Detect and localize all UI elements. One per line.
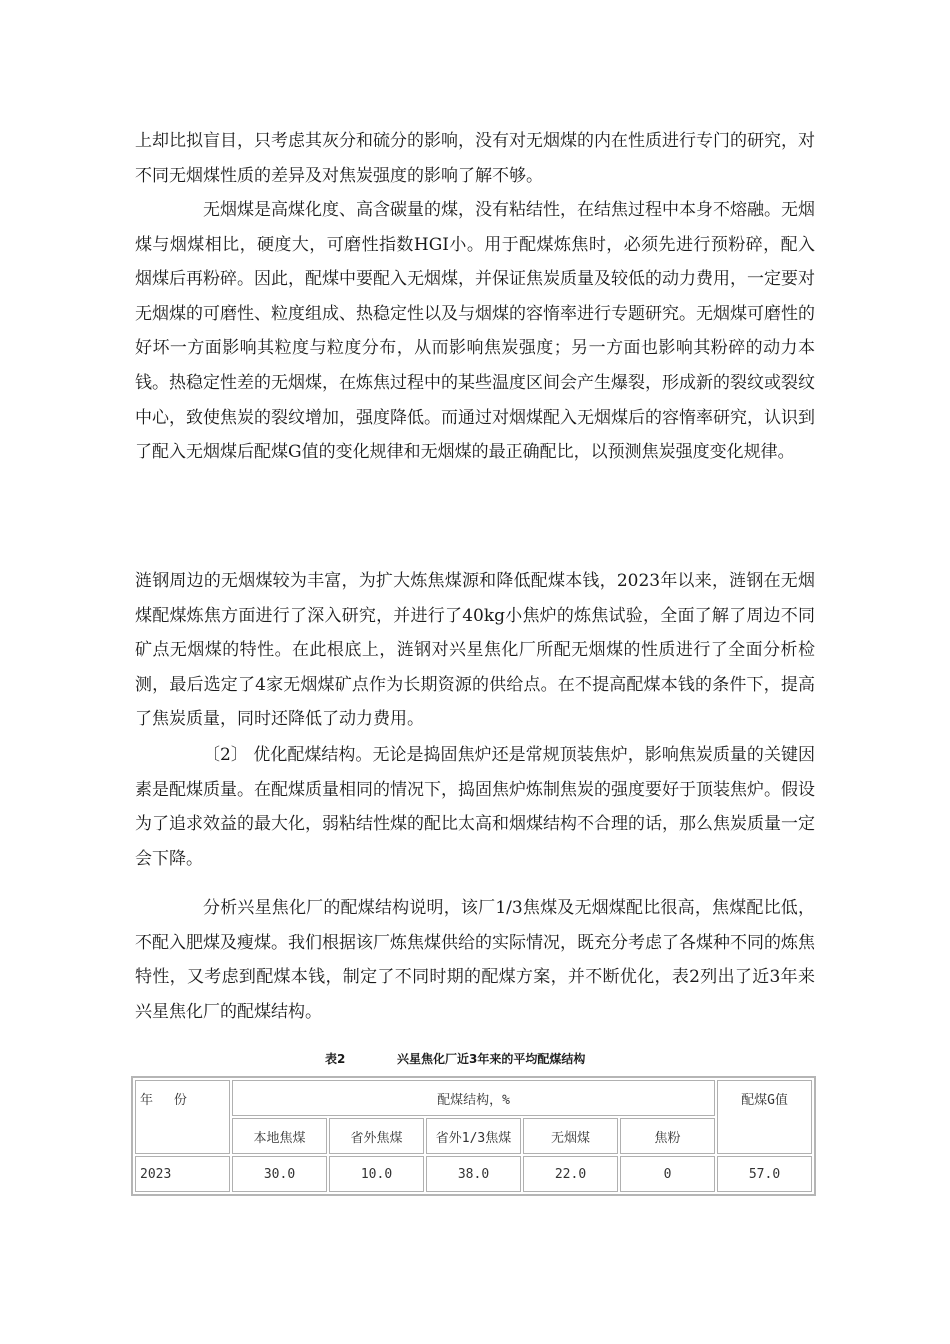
subheader-local-coking-coal: 本地焦煤: [232, 1118, 327, 1154]
cell-local-coking-coal: 30.0: [232, 1156, 327, 1192]
table-caption-title: 兴星焦化厂近3年来的平均配煤结构: [397, 1052, 586, 1066]
table-caption-number: 表2: [325, 1052, 346, 1066]
subheader-coke-powder: 焦粉: [620, 1118, 715, 1154]
row-year: 2023: [135, 1156, 230, 1192]
cell-coke-powder: 0: [620, 1156, 715, 1192]
paragraph-optimize-blend: 〔2〕 优化配煤结构。无论是捣固焦炉还是常规顶装焦炉，影响焦炭质量的关键因素是配煤质量。在配煤质量相同的情况下，捣固焦炉炼制焦炭的强度要好于顶装焦炉。假设为了追求效益的最大化，弱粘结性煤的配比太高和烟煤结构不合理的话，那么焦炭质量一定会下降。: [135, 745, 815, 869]
paragraph-anthracite-properties: 无烟煤是高煤化度、高含碳量的煤，没有粘结性，在结焦过程中本身不熔融。无烟煤与烟煤相比，硬度大，可磨性指数HGI小。用于配煤炼焦时，必须先进行预粉碎，配入烟煤后再粉碎。因此，配煤中要配入无烟煤，并保证焦炭质量及较低的动力费用，一定要对无烟煤的可磨性、粒度组成、热稳定性以及与烟煤的容惰率进行专题研究。无烟煤可磨性的好坏一方面影响其粒度与粒度分布，从而影响焦炭强度；另一方面也影响其粉碎的动力本钱。热稳定性差的无烟煤，在炼焦过程中的某些温度区间会产生爆裂，形成新的裂纹或裂纹中心，致使焦炭的裂纹增加，强度降低。而通过对烟煤配入无烟煤后的容惰率研究，认识到了配入无烟煤后配煤G值的变化规律和无烟煤的最正确配比，以预测焦炭强度变化规律。: [135, 200, 815, 463]
cell-g-value: 57.0: [717, 1156, 812, 1192]
year-header: 年 份: [135, 1080, 230, 1154]
paragraph-blend-analysis: 分析兴星焦化厂的配煤结构说明，该厂1/3焦煤及无烟煤配比很高，焦煤配比低，不配入肥煤及瘦煤。我们根据该厂炼焦煤供给的实际情况，既充分考虑了各煤种不同的炼焦特性，又考虑到配煤本钱，制定了不同时期的配煤方案，并不断优化，表2列出了近3年来兴星焦化厂的配煤结构。: [135, 898, 815, 1022]
blend-structure-header: 配煤结构，%: [232, 1080, 715, 1116]
table-subheader-row: [135, 1118, 812, 1154]
coal-blend-table: [131, 1076, 816, 1196]
subheader-outside-third-coking-coal: 省外1/3焦煤: [426, 1118, 521, 1154]
paragraph-liangang-research: 涟钢周边的无烟煤较为丰富，为扩大炼焦煤源和降低配煤本钱，2023年以来，涟钢在无烟煤配煤炼焦方面进行了深入研究，并进行了40kg小焦炉的炼焦试验，全面了解了周边不同矿点无烟煤的特性。在此根底上，涟钢对兴星焦化厂所配无烟煤的性质进行了全面分析检测，最后选定了4家无烟煤矿点作为长期资源的供给点。在不提高配煤本钱的条件下，提高了焦炭质量，同时还降低了动力费用。: [135, 571, 815, 730]
table-header-row: [135, 1080, 812, 1116]
cell-outside-coking-coal: 10.0: [329, 1156, 424, 1192]
table-row: [135, 1156, 812, 1192]
g-value-header: 配煤G值: [717, 1080, 812, 1154]
cell-anthracite: 22.0: [523, 1156, 618, 1192]
subheader-anthracite: 无烟煤: [523, 1118, 618, 1154]
paragraph-1: 上却比拟盲目，只考虑其灰分和硫分的影响，没有对无烟煤的内在性质进行专门的研究，对不同无烟煤性质的差异及对焦炭强度的影响了解不够。: [135, 131, 815, 186]
cell-outside-third-coking-coal: 38.0: [426, 1156, 521, 1192]
subheader-outside-coking-coal: 省外焦煤: [329, 1118, 424, 1154]
